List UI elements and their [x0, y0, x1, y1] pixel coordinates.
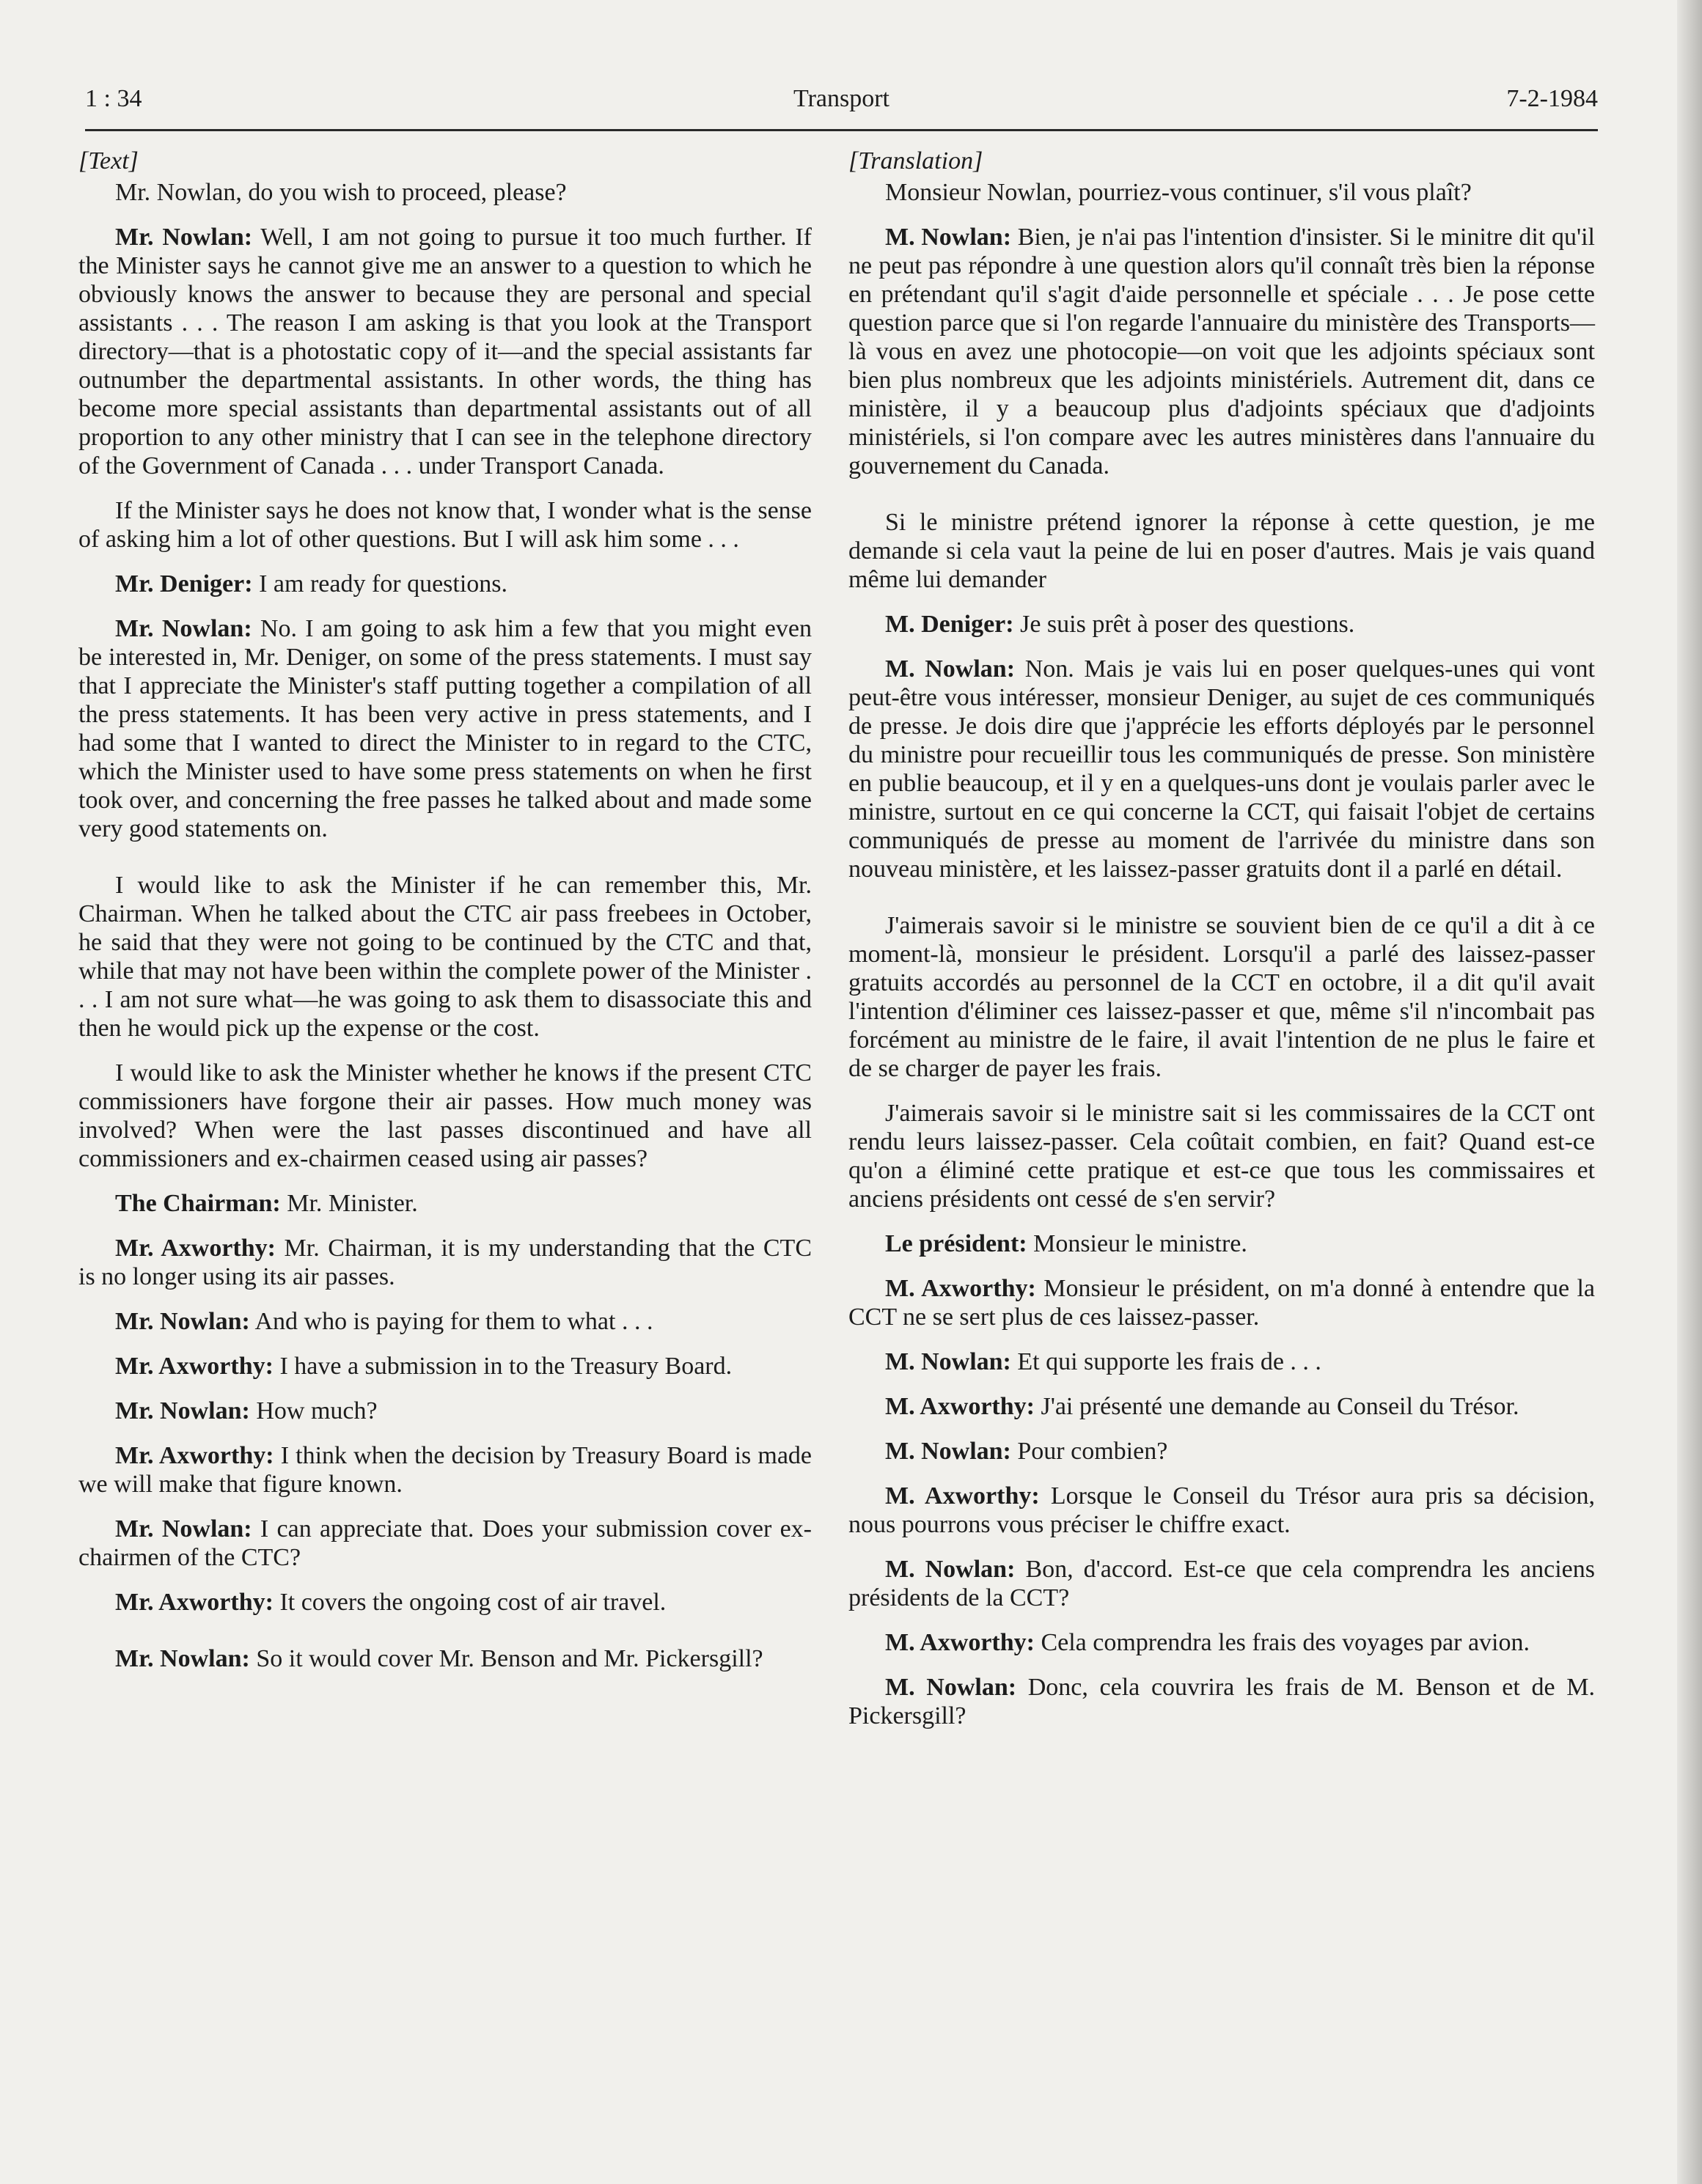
- paragraph: M. Nowlan: Non. Mais je vais lui en poser quelques-unes qui vont peut-être vous intéresser, monsieur Deniger, au sujet de ces communiqués de presse. Je dois dire que j'apprécie les efforts déployés par le personnel du ministre pour recueillir tous les communiqués de presse. Son ministère en publie beaucoup, et il y en a quelques-uns dont je voulais parler avec le ministre, surtout en ce qui concerne la CCT, qui faisait l'objet de certains communiqués de presse au moment de l'arrivée du ministre dans son nouveau ministère, et les laissez-passer gratuits dont il a parlé en détail.: [848, 655, 1595, 883]
- paragraph: M. Nowlan: Bon, d'accord. Est-ce que cela comprendra les anciens présidents de la CCT?: [848, 1556, 1595, 1611]
- page-edge-shadow: [1677, 0, 1702, 2184]
- paragraph: Mr. Nowlan: How much?: [115, 1397, 378, 1424]
- paragraph: Monsieur Nowlan, pourriez-vous continuer, s'il vous plaît?: [885, 179, 1472, 206]
- paragraph: Mr. Nowlan: No. I am going to ask him a few that you might even be interested in, Mr. Deniger, on some of the press statements. I must say that I appreciate the Minister's staff putting together a compilation of all the press statements. It has been very active in press statements, and I had some that I wanted to direct the Minister to in regard to the CTC, which the Minister used to have some press statements on when he first took over, and concerning the free passes he talked about and made some very good statements on.: [78, 615, 812, 842]
- french-column: [848, 147, 1595, 1746]
- speaker-name: M. Axworthy:: [885, 1482, 1040, 1510]
- paragraph: M. Axworthy: Lorsque le Conseil du Trésor aura pris sa décision, nous pourrons vous préciser le chiffre exact.: [848, 1482, 1596, 1538]
- paragraph: M. Axworthy: J'ai présenté une demande au Conseil du Trésor.: [885, 1393, 1519, 1420]
- speaker-name: Mr. Axworthy:: [115, 1353, 274, 1380]
- speaker-name: Mr. Axworthy:: [115, 1442, 274, 1469]
- speaker-name: Mr. Nowlan:: [115, 1645, 250, 1672]
- speaker-name: M. Nowlan:: [885, 655, 1016, 683]
- paragraph: M. Deniger: Je suis prêt à poser des questions.: [885, 611, 1355, 638]
- speaker-name: M. Nowlan:: [885, 1556, 1016, 1583]
- paragraph: Mr. Nowlan: Well, I am not going to pursue it too much further. If the Minister says he cannot give me an answer to a question to which he obviously knows the answer to because they are personal and special assistants . . . The reason I am asking is that you look at the Transport directory—that is a photostatic copy of it—and the special assistants far outnumber the departmental assistants. In other words, the thing has become more special assistants than departmental assistants out of all proportion to any other ministry that I can see in the telephone directory of the Government of Canada . . . under Transport Canada.: [78, 224, 812, 479]
- speaker-name: M. Nowlan:: [885, 1438, 1011, 1465]
- paragraph: Mr. Axworthy: It covers the ongoing cost of air travel.: [115, 1589, 667, 1616]
- paragraph: Mr. Axworthy: Mr. Chairman, it is my understanding that the CTC is no longer using its air passes.: [78, 1235, 813, 1290]
- paragraph: I would like to ask the Minister whether he knows if the present CTC commissioners have forgone their air passes. How much money was involved? When were the last passes discontinued and have all commissioners and ex-chairmen ceased using air passes?: [78, 1059, 812, 1172]
- paragraph: M. Nowlan: Et qui supporte les frais de . . .: [885, 1348, 1321, 1375]
- speaker-name: Mr. Nowlan:: [115, 1308, 250, 1335]
- speaker-name: The Chairman:: [115, 1190, 281, 1217]
- running-title: Transport: [793, 85, 889, 112]
- paragraph: I would like to ask the Minister if he can remember this, Mr. Chairman. When he talked about the CTC air pass freebees in October, he said that they were not going to be continued by the CTC and that, while that may not have been within the complete power of the Minister . . . I am not sure what—he was going to ask them to disassociate this and then he would pick up the expense or the cost.: [78, 872, 812, 1042]
- paragraph: M. Nowlan: Donc, cela couvrira les frais de M. Benson et de M. Pickersgill?: [848, 1674, 1595, 1729]
- speaker-name: Mr. Axworthy:: [115, 1235, 276, 1262]
- paragraph: The Chairman: Mr. Minister.: [115, 1190, 418, 1217]
- speaker-name: Mr. Nowlan:: [115, 1397, 250, 1424]
- page-number: 1 : 34: [85, 85, 142, 112]
- language-marker: [Text]: [78, 147, 139, 174]
- paragraph: Mr. Nowlan: I can appreciate that. Does your submission cover ex-chairmen of the CTC?: [78, 1515, 812, 1571]
- paragraph: M. Axworthy: Cela comprendra les frais des voyages par avion.: [885, 1629, 1530, 1656]
- paragraph: If the Minister says he does not know that, I wonder what is the sense of asking him a lot of other questions. But I will ask him some . . .: [78, 497, 812, 553]
- speaker-name: Mr. Nowlan:: [115, 224, 253, 251]
- paragraph: Mr. Nowlan: And who is paying for them to what . . .: [115, 1308, 653, 1335]
- paragraph: Mr. Axworthy: I have a submission in to the Treasury Board.: [115, 1353, 733, 1380]
- speaker-name: M. Deniger:: [885, 611, 1014, 638]
- paragraph: Mr. Nowlan: So it would cover Mr. Benson and Mr. Pickersgill?: [115, 1645, 763, 1672]
- paragraph: Mr. Nowlan, do you wish to proceed, please?: [115, 179, 567, 206]
- speaker-name: M. Axworthy:: [885, 1393, 1035, 1420]
- page-header: [85, 78, 1598, 131]
- speaker-name: M. Axworthy:: [885, 1275, 1036, 1302]
- speaker-name: Mr. Axworthy:: [115, 1589, 274, 1616]
- speaker-name: M. Axworthy:: [885, 1629, 1035, 1656]
- paragraph: J'aimerais savoir si le ministre sait si les commissaires de la CCT ont rendu leurs laissez-passer. Cela coûtait combien, en fait? Quand est-ce qu'on a éliminé cette pratique et est-ce que tous les commissaires et anciens présidents ont cessé de s'en servir?: [848, 1100, 1595, 1213]
- paragraph: Si le ministre prétend ignorer la réponse à cette question, je me demande si cela vaut la peine de lui en poser d'autres. Mais je vais quand même lui demander: [848, 509, 1595, 593]
- paragraph: Le président: Monsieur le ministre.: [885, 1230, 1247, 1257]
- speaker-name: Mr. Deniger:: [115, 570, 253, 598]
- paragraph: Mr. Deniger: I am ready for questions.: [115, 570, 508, 598]
- paragraph: M. Nowlan: Pour combien?: [885, 1438, 1168, 1465]
- paragraph: M. Nowlan: Bien, je n'ai pas l'intention d'insister. Si le minitre dit qu'il ne peut pas répondre à une question alors qu'il connaît très bien la réponse en prétendant qu'il s'agit d'aide personnelle et spéciale . . . Je pose cette question parce que si l'on regarde l'annuaire du ministère des Transports—là vous en avez une photocopie—on voit que les adjoints spéciaux sont bien plus nombreux que les adjoints ministériels. Autrement dit, dans ce ministère, il y a beaucoup plus d'adjoints spéciaux que d'adjoints ministériels, si l'on compare avec les autres ministères dans l'annuaire du gouvernement du Canada.: [848, 224, 1595, 479]
- speaker-name: Le président:: [885, 1230, 1027, 1257]
- english-column: [78, 147, 812, 1689]
- page-date: 7-2-1984: [1506, 85, 1598, 112]
- speaker-name: Mr. Nowlan:: [115, 1515, 252, 1543]
- paragraph: M. Axworthy: Monsieur le président, on m'a donné à entendre que la CCT ne se sert plus de ces laissez-passer.: [848, 1275, 1595, 1331]
- paragraph: Mr. Axworthy: I think when the decision by Treasury Board is made we will make that figure known.: [78, 1442, 813, 1498]
- speaker-name: Mr. Nowlan:: [115, 615, 252, 642]
- speaker-name: M. Nowlan:: [885, 1674, 1017, 1701]
- language-marker: [Translation]: [848, 147, 983, 174]
- speaker-name: M. Nowlan:: [885, 224, 1012, 251]
- paragraph: J'aimerais savoir si le ministre se souvient bien de ce qu'il a dit à ce moment-là, monsieur le président. Lorsqu'il a parlé des laissez-passer gratuits accordés au personnel de la CCT en octobre, il a dit qu'il avait l'intention d'éliminer ces laissez-passer et que, même s'il n'incombait pas forcément au ministre de le faire, il avait l'intention de ne plus le faire et de se charger de payer les frais.: [848, 912, 1595, 1082]
- speaker-name: M. Nowlan:: [885, 1348, 1011, 1375]
